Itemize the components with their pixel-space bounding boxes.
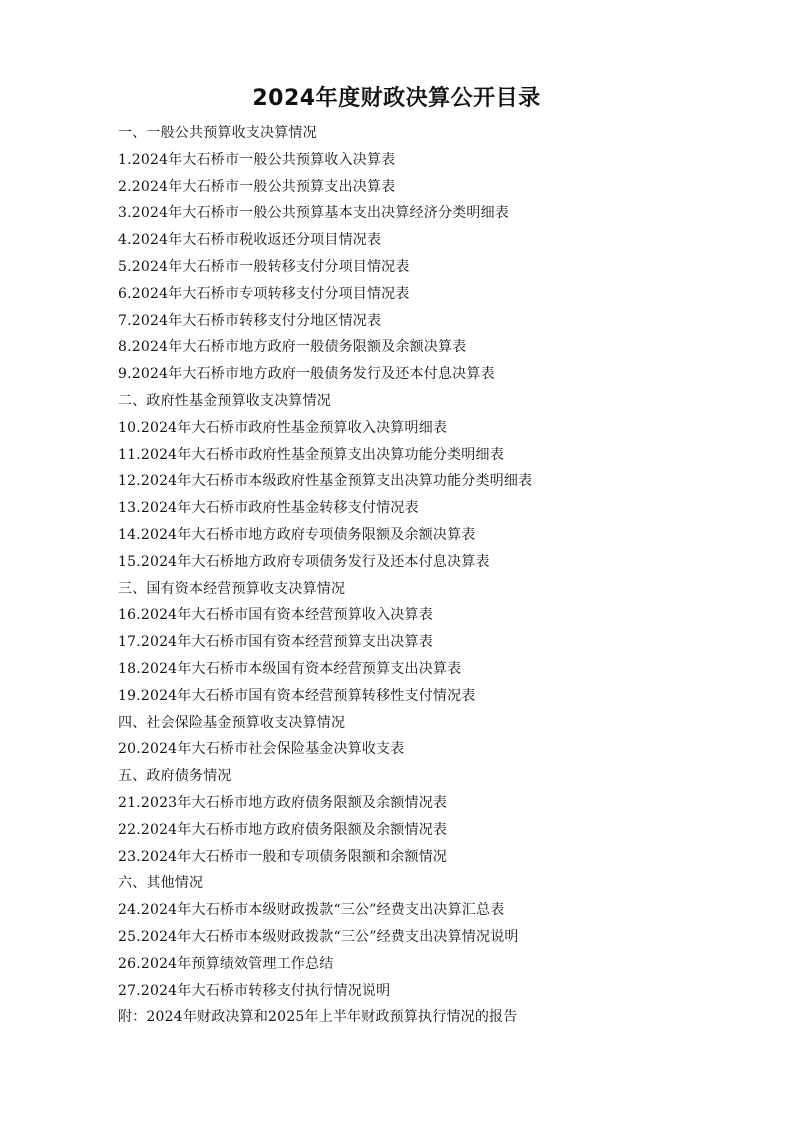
toc-line: 三、国有资本经营预算收支决算情况 [118, 580, 346, 597]
toc-line: 5.2024年大石桥市一般转移支付分项目情况表 [118, 258, 410, 275]
toc-line: 22.2024年大石桥市地方政府债务限额及余额情况表 [118, 821, 448, 838]
toc-line: 1.2024年大石桥市一般公共预算收入决算表 [118, 151, 396, 168]
toc-line: 17.2024年大石桥市国有资本经营预算支出决算表 [118, 634, 433, 651]
toc-line: 26.2024年预算绩效管理工作总结 [118, 955, 334, 972]
toc-line: 14.2024年大石桥市地方政府专项债务限额及余额决算表 [118, 526, 476, 543]
table-of-contents [118, 120, 758, 1031]
toc-line: 18.2024年大石桥市本级国有资本经营预算支出决算表 [118, 660, 462, 677]
toc-line: 23.2024年大石桥市一般和专项债务限额和余额情况 [118, 848, 448, 865]
toc-line: 13.2024年大石桥市政府性基金转移支付情况表 [118, 500, 419, 517]
toc-line: 12.2024年大石桥市本级政府性基金预算支出决算功能分类明细表 [118, 473, 533, 490]
toc-line: 六、其他情况 [118, 875, 204, 892]
toc-line: 一、一般公共预算收支决算情况 [118, 125, 317, 141]
toc-line: 19.2024年大石桥市国有资本经营预算转移性支付情况表 [118, 687, 476, 704]
toc-line: 8.2024年大石桥市地方政府一般债务限额及余额决算表 [118, 339, 467, 356]
toc-line: 2.2024年大石桥市一般公共预算支出决算表 [118, 178, 396, 195]
toc-line: 6.2024年大石桥市专项转移支付分项目情况表 [118, 285, 410, 302]
toc-line: 24.2024年大石桥市本级财政拨款“三公”经费支出决算汇总表 [118, 902, 505, 919]
toc-line: 16.2024年大石桥市国有资本经营预算收入决算表 [118, 607, 433, 624]
toc-line: 4.2024年大石桥市税收返还分项目情况表 [118, 232, 382, 249]
toc-line: 10.2024年大石桥市政府性基金预算收入决算明细表 [118, 419, 448, 436]
toc-line: 3.2024年大石桥市一般公共预算基本支出决算经济分类明细表 [118, 205, 509, 222]
toc-line: 25.2024年大石桥市本级财政拨款“三公”经费支出决算情况说明 [118, 928, 519, 945]
toc-line: 21.2023年大石桥市地方政府债务限额及余额情况表 [118, 794, 448, 811]
toc-line: 附：2024年财政决算和2025年上半年财政预算执行情况的报告 [118, 1009, 518, 1026]
toc-line: 五、政府债务情况 [118, 768, 232, 785]
toc-line: 15.2024年大石桥地方政府专项债务发行及还本付息决算表 [118, 553, 490, 570]
toc-line: 11.2024年大石桥市政府性基金预算支出决算功能分类明细表 [118, 446, 504, 463]
toc-line: 7.2024年大石桥市转移支付分地区情况表 [118, 312, 382, 329]
toc-line: 9.2024年大石桥市地方政府一般债务发行及还本付息决算表 [118, 366, 495, 383]
page-title: 2024年度财政决算公开目录 [252, 86, 541, 111]
toc-line: 20.2024年大石桥市社会保险基金决算收支表 [118, 741, 405, 758]
toc-line: 四、社会保险基金预算收支决算情况 [118, 714, 346, 731]
toc-line: 二、政府性基金预算收支决算情况 [118, 392, 331, 409]
toc-line: 27.2024年大石桥市转移支付执行情况说明 [118, 982, 391, 999]
